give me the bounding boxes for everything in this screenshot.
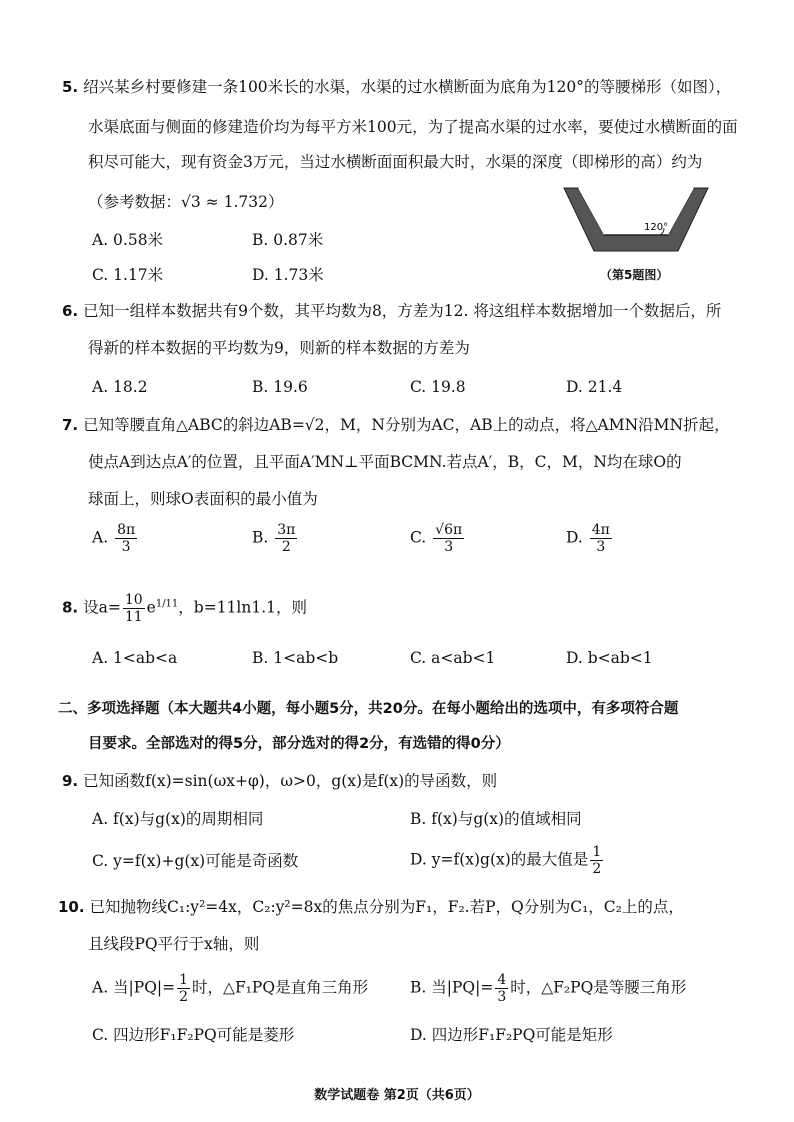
page-footer: 数学试题卷 第2页（共6页）	[314, 1088, 480, 1103]
section2-heading: 二、多项选择题（本大题共4小题，每小题5分，共20分。在每小题给出的选项中，有多项符合题	[58, 701, 679, 717]
q7-text-1: 已知等腰直角△ABC的斜边AB=√2，M，N分别为AC，AB上的动点，将△AMN沿MN折起，	[83, 416, 730, 434]
q5-option-d: D. 1.73米	[252, 266, 324, 284]
q7-option-c-fraction: $\frac{√6\pi}{3}$	[435, 522, 463, 555]
q5-trapezoid-figure	[560, 183, 710, 258]
q7-line1	[62, 414, 730, 436]
q8-number: 8.	[62, 598, 79, 617]
q7-line2: 使点A到达点A′的位置，且平面A′MN⊥平面BCMN.若点A′，B，C，M，N均在球O的	[88, 453, 682, 471]
q5-figure-caption: （第5题图）	[600, 268, 669, 282]
q6-line2: 得新的样本数据的平均数为9，则新的样本数据的方差为	[88, 339, 470, 357]
q10-option-b-fraction: $\frac{4}{3}$	[497, 972, 507, 1005]
q8-exponent: 1/11	[155, 598, 179, 610]
q8-option-b: B. 1<ab<b	[252, 649, 339, 667]
q9-option-b: B. f(x)与g(x)的值域相同	[410, 810, 582, 828]
q7-option-a	[92, 522, 139, 555]
q8-line1	[62, 592, 307, 625]
q9-option-d-text: D. y=f(x)g(x)的最大值是	[410, 850, 589, 869]
q10-option-b-prefix: B. 当|PQ|=	[410, 978, 494, 997]
q5-hint: （参考数据：√3 ≈ 1.732）	[88, 193, 284, 211]
q6-line1	[62, 300, 721, 322]
q10-option-c: C. 四边形F₁F₂PQ可能是菱形	[92, 1026, 295, 1044]
q5-option-a: A. 0.58米	[92, 231, 164, 249]
q5-text-1: 绍兴某乡村要修建一条100米长的水渠，水渠的过水横断面为底角为120°的等腰梯形（如图），	[83, 78, 732, 96]
q10-text-1: 已知抛物线C₁:y²=4x，C₂:y²=8x的焦点分别为F₁，F₂.若P，Q分别为C₁，C₂上的点，	[89, 898, 684, 916]
q5-option-c: C. 1.17米	[92, 266, 164, 284]
q7-option-b	[252, 522, 299, 555]
q8-prefix: 设a=	[83, 598, 121, 617]
q7-line3: 球面上，则球O表面积的最小值为	[88, 490, 318, 508]
q10-option-a-prefix: A. 当|PQ|=	[92, 978, 176, 997]
q10-option-b-suffix: 时，△F₂PQ是等腰三角形	[510, 978, 687, 997]
q5-option-b: B. 0.87米	[252, 231, 324, 249]
q8-option-a: A. 1<ab<a	[92, 649, 178, 667]
q10-option-a	[92, 972, 368, 1005]
q7-option-c	[410, 522, 466, 555]
q10-line1	[58, 896, 684, 918]
q7-option-a-fraction: $\frac{8\pi}{3}$	[117, 522, 136, 555]
q10-option-b	[410, 972, 686, 1005]
q10-option-a-fraction: $\frac{1}{2}$	[179, 972, 189, 1005]
q9-text-1: 已知函数f(x)=sin(ωx+φ)，ω>0，g(x)是f(x)的导函数，则	[83, 772, 498, 790]
q7-option-a-label: A.	[92, 528, 109, 547]
q5-figure-angle: 120°	[644, 222, 669, 233]
q10-option-a-suffix: 时，△F₁PQ是直角三角形	[192, 978, 369, 997]
q7-option-b-label: B.	[252, 528, 269, 547]
q6-option-c: C. 19.8	[410, 378, 466, 396]
q10-number: 10.	[58, 898, 85, 916]
q7-option-c-label: C.	[410, 528, 427, 547]
q5-line2: 水渠底面与侧面的修建造价均为每平方米100元，为了提高水渠的过水率，要使过水横断面的面	[88, 118, 738, 136]
q10-line2: 且线段PQ平行于x轴，则	[88, 935, 260, 953]
q6-option-d: D. 21.4	[566, 378, 623, 396]
q5-line3: 积尽可能大，现有资金3万元，当过水横断面面积最大时，水渠的深度（即梯形的高）约为	[88, 153, 703, 171]
q7-option-d	[566, 522, 614, 555]
q9-number: 9.	[62, 772, 79, 790]
q6-number: 6.	[62, 302, 79, 320]
q8-suffix: ，b=11ln1.1，则	[178, 598, 308, 617]
q9-option-c: C. y=f(x)+g(x)可能是奇函数	[92, 852, 299, 870]
q8-option-c: C. a<ab<1	[410, 649, 496, 667]
q7-option-b-fraction: $\frac{3\pi}{2}$	[277, 522, 296, 555]
q9-option-d-fraction: $\frac{1}{2}$	[592, 844, 602, 877]
section2-heading-2: 目要求。全部选对的得5分，部分选对的得2分，有选错的得0分）	[88, 736, 510, 752]
q9-option-a: A. f(x)与g(x)的周期相同	[92, 810, 264, 828]
q8-exp-base: e	[146, 598, 156, 617]
q8-option-d: D. b<ab<1	[566, 649, 653, 667]
q7-option-d-fraction: $\frac{4\pi}{3}$	[591, 522, 610, 555]
q9-option-d	[410, 844, 605, 877]
q6-text-1: 已知一组样本数据共有9个数，其平均数为8，方差为12. 将这组样本数据增加一个数据后，所	[83, 302, 722, 320]
q9-line1	[62, 770, 497, 792]
q5-number: 5.	[62, 78, 79, 96]
q6-option-b: B. 19.6	[252, 378, 308, 396]
q8-fraction: $\frac{10}{11}$	[124, 592, 143, 625]
q6-option-a: A. 18.2	[92, 378, 148, 396]
q10-option-d: D. 四边形F₁F₂PQ可能是矩形	[410, 1026, 613, 1044]
q7-option-d-label: D.	[566, 528, 583, 547]
q5-line1	[62, 76, 731, 98]
q7-number: 7.	[62, 416, 79, 434]
